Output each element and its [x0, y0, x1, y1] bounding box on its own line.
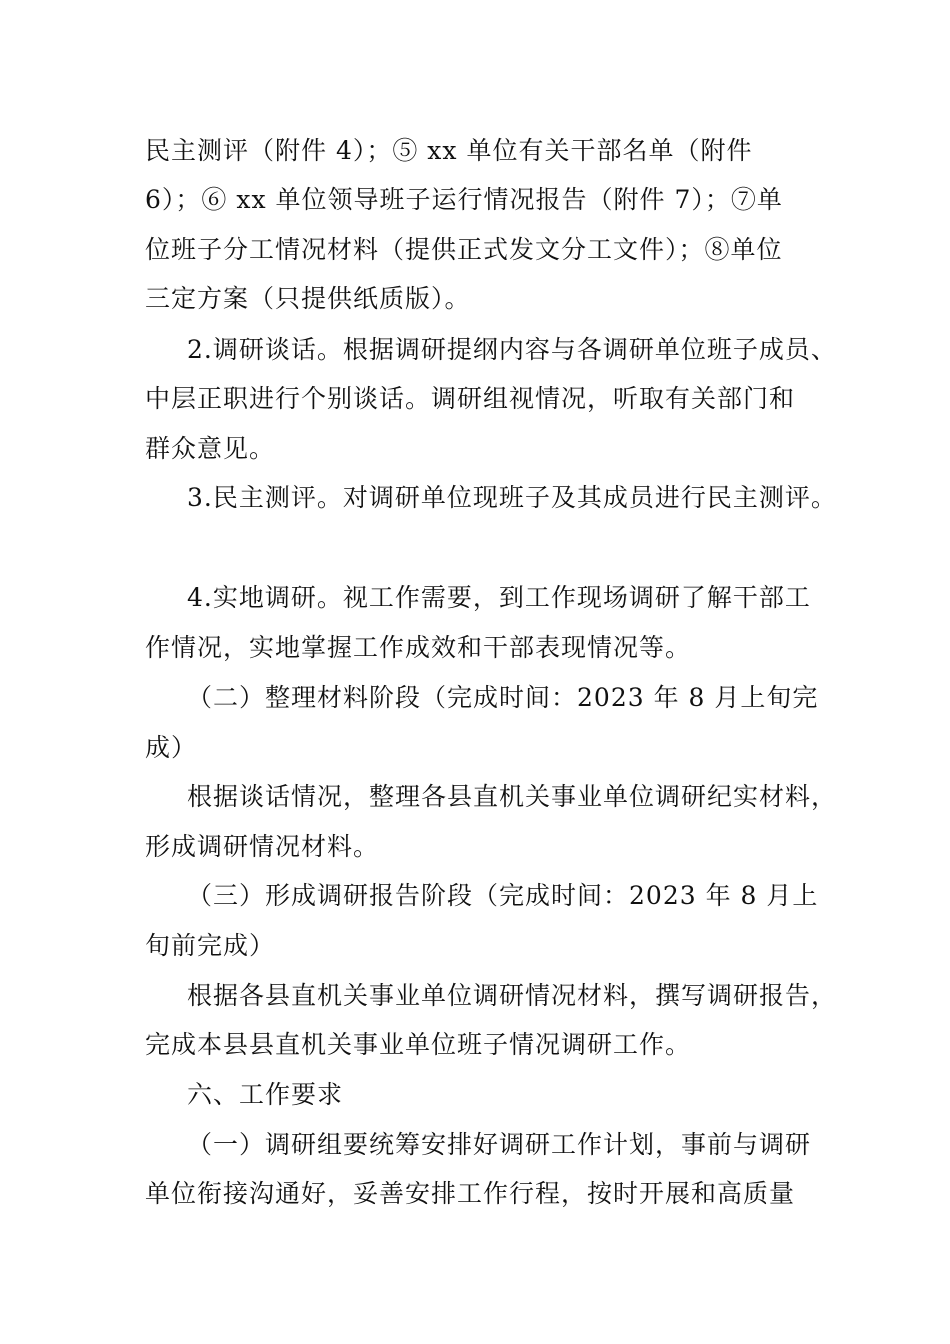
paragraph-heading-field-research: 4.实地调研。视工作需要，到工作现场调研了解干部工 [187, 583, 811, 612]
text-line: 成） [145, 733, 198, 762]
text-line: 单位衔接沟通好，妥善安排工作行程，按时开展和高质量 [145, 1179, 796, 1208]
text-line: 中层正职进行个别谈话。调研组视情况，听取有关部门和 [145, 384, 796, 413]
text-line: 旬前完成） [145, 931, 276, 960]
paragraph-heading-interview: 2.调研谈话。根据调研提纲内容与各调研单位班子成员、 [187, 335, 837, 364]
paragraph-heading-evaluation: 3.民主测评。对调研单位现班子及其成员进行民主测评。 [187, 483, 837, 512]
text-line: 作情况，实地掌握工作成效和干部表现情况等。 [145, 633, 692, 662]
text-line: 形成调研情况材料。 [145, 832, 380, 861]
section-heading-report: （三）形成调研报告阶段（完成时间：2023 年 8 月上 [187, 881, 819, 910]
text-line: 群众意见。 [145, 434, 276, 463]
text-line: 位班子分工情况材料（提供正式发文分工文件）；⑧单位 [145, 235, 783, 264]
paragraph-text: 根据各县直机关事业单位调研情况材料，撰写调研报告， [187, 981, 838, 1010]
text-line: 6）；⑥ xx 单位领导班子运行情况报告（附件 7）；⑦单 [145, 185, 783, 214]
section-heading-planning: （一）调研组要统筹安排好调研工作计划，事前与调研 [187, 1130, 812, 1159]
text-line: 民主测评（附件 4）；⑤ xx 单位有关干部名单（附件 [145, 136, 753, 165]
chapter-heading-requirements: 六、工作要求 [187, 1080, 344, 1109]
section-heading-organize: （二）整理材料阶段（完成时间：2023 年 8 月上旬完 [187, 683, 819, 712]
text-line: 三定方案（只提供纸质版）。 [145, 284, 471, 313]
text-line: 完成本县县直机关事业单位班子情况调研工作。 [145, 1030, 692, 1059]
paragraph-text: 根据谈话情况，整理各县直机关事业单位调研纪实材料， [187, 782, 838, 811]
